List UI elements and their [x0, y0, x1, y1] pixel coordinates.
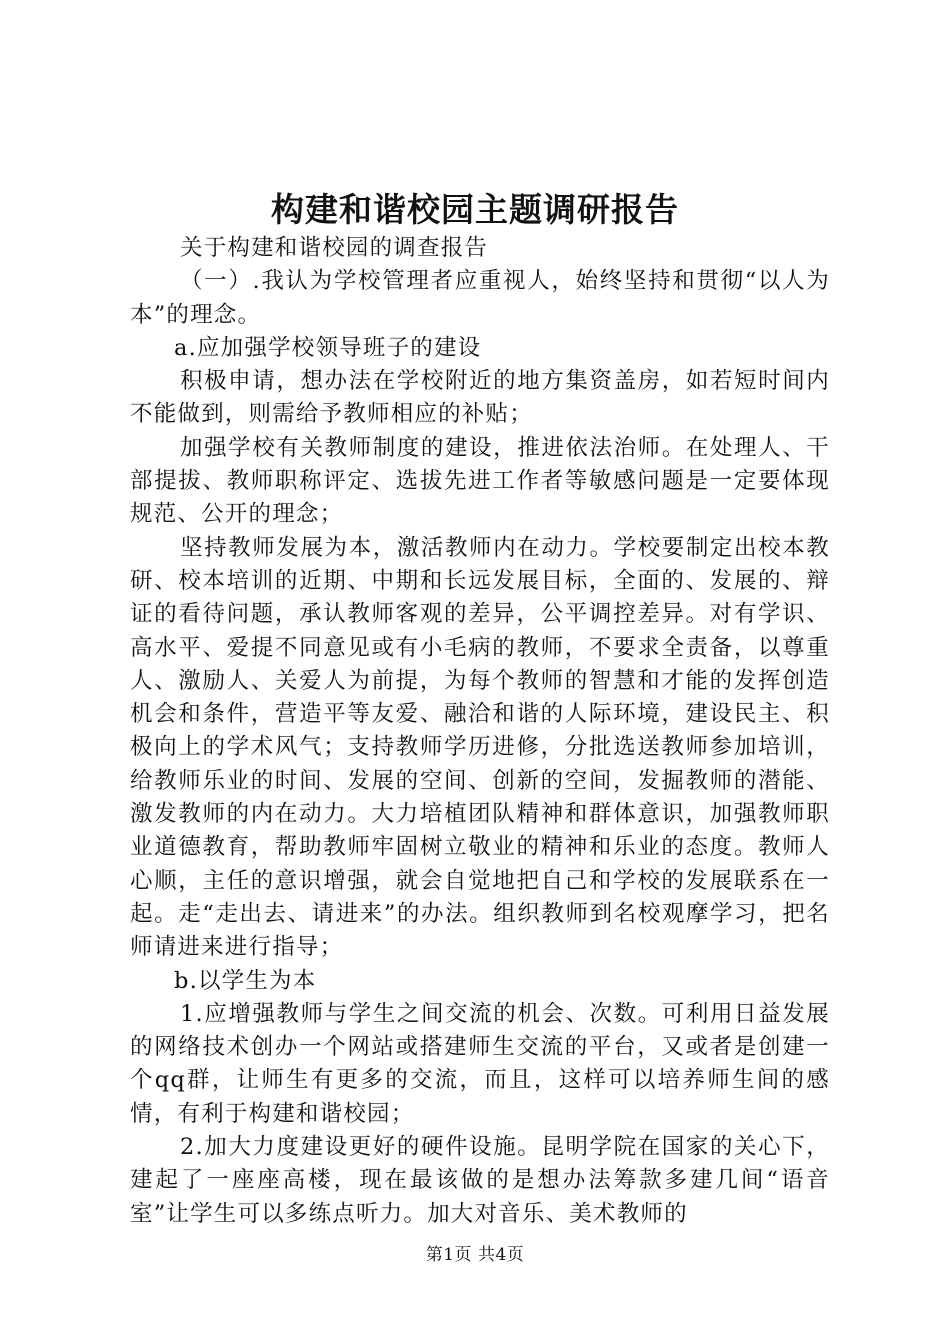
section-heading: a.应加强学校领导班子的建设	[174, 334, 482, 361]
paragraph: 坚持教师发展为本，激活教师内在动力。学校要制定出校本教研、校本培训的近期、中期和长远发展目标，全面的、发展的、辩证的看待问题，承认教师客观的差异，公平调控差异。对有学识、高水平、爱提不同意见或有小毛病的教师，不要求全责备，以尊重人、激励人、关爱人为前提，为每个教师的智慧和才能的发挥创造机会和条件，营造平等友爱、融洽和谐的人际环境，建设民主、积极向上的学术风气；支持教师学历进修，分批选送教师参加培训，给教师乐业的时间、发展的空间、创新的空间，发掘教师的潜能、激发教师的内在动力。大力培植团队精神和群体意识，加强教师职业道德教育，帮助教师牢固树立敬业的精神和乐业的态度。教师人心顺，主任的意识增强，就会自觉地把自己和学校的发展联系在一起。走“走出去、请进来”的办法。组织教师到名校观摩学习，把名师请进来进行指导；	[130, 534, 830, 961]
paragraph: 加强学校有关教师制度的建设，推进依法治师。在处理人、干部提拔、教师职称评定、选拔先进工作者等敏感问题是一定要体现规范、公开的理念；	[130, 434, 830, 528]
paragraph: 积极申请，想办法在学校附近的地方集资盖房，如若短时间内不能做到，则需给予教师相应的补贴；	[130, 368, 830, 428]
document-title: 构建和谐校园主题调研报告	[271, 190, 679, 229]
paragraph: （一）.我认为学校管理者应重视人，始终坚持和贯彻“以人为本”的理念。	[130, 268, 830, 328]
page-footer: 第1页 共4页	[425, 1245, 525, 1265]
paragraph: 1.应增强教师与学生之间交流的机会、次数。可利用日益发展的网络技术创办一个网站或搭建师生交流的平台，又或者是创建一个qq群，让师生有更多的交流，而且，这样可以培养师生间的感情，有利于构建和谐校园；	[130, 1000, 830, 1127]
section-heading: b.以学生为本	[174, 967, 317, 994]
paragraph: 关于构建和谐校园的调查报告	[180, 235, 489, 261]
document-body	[130, 232, 830, 1231]
paragraph: 2.加大力度建设更好的硬件设施。昆明学院在国家的关心下，建起了一座座高楼，现在最该做的是想办法筹款多建几间“语音室”让学生可以多练点听力。加大对音乐、美术教师的	[130, 1134, 830, 1227]
